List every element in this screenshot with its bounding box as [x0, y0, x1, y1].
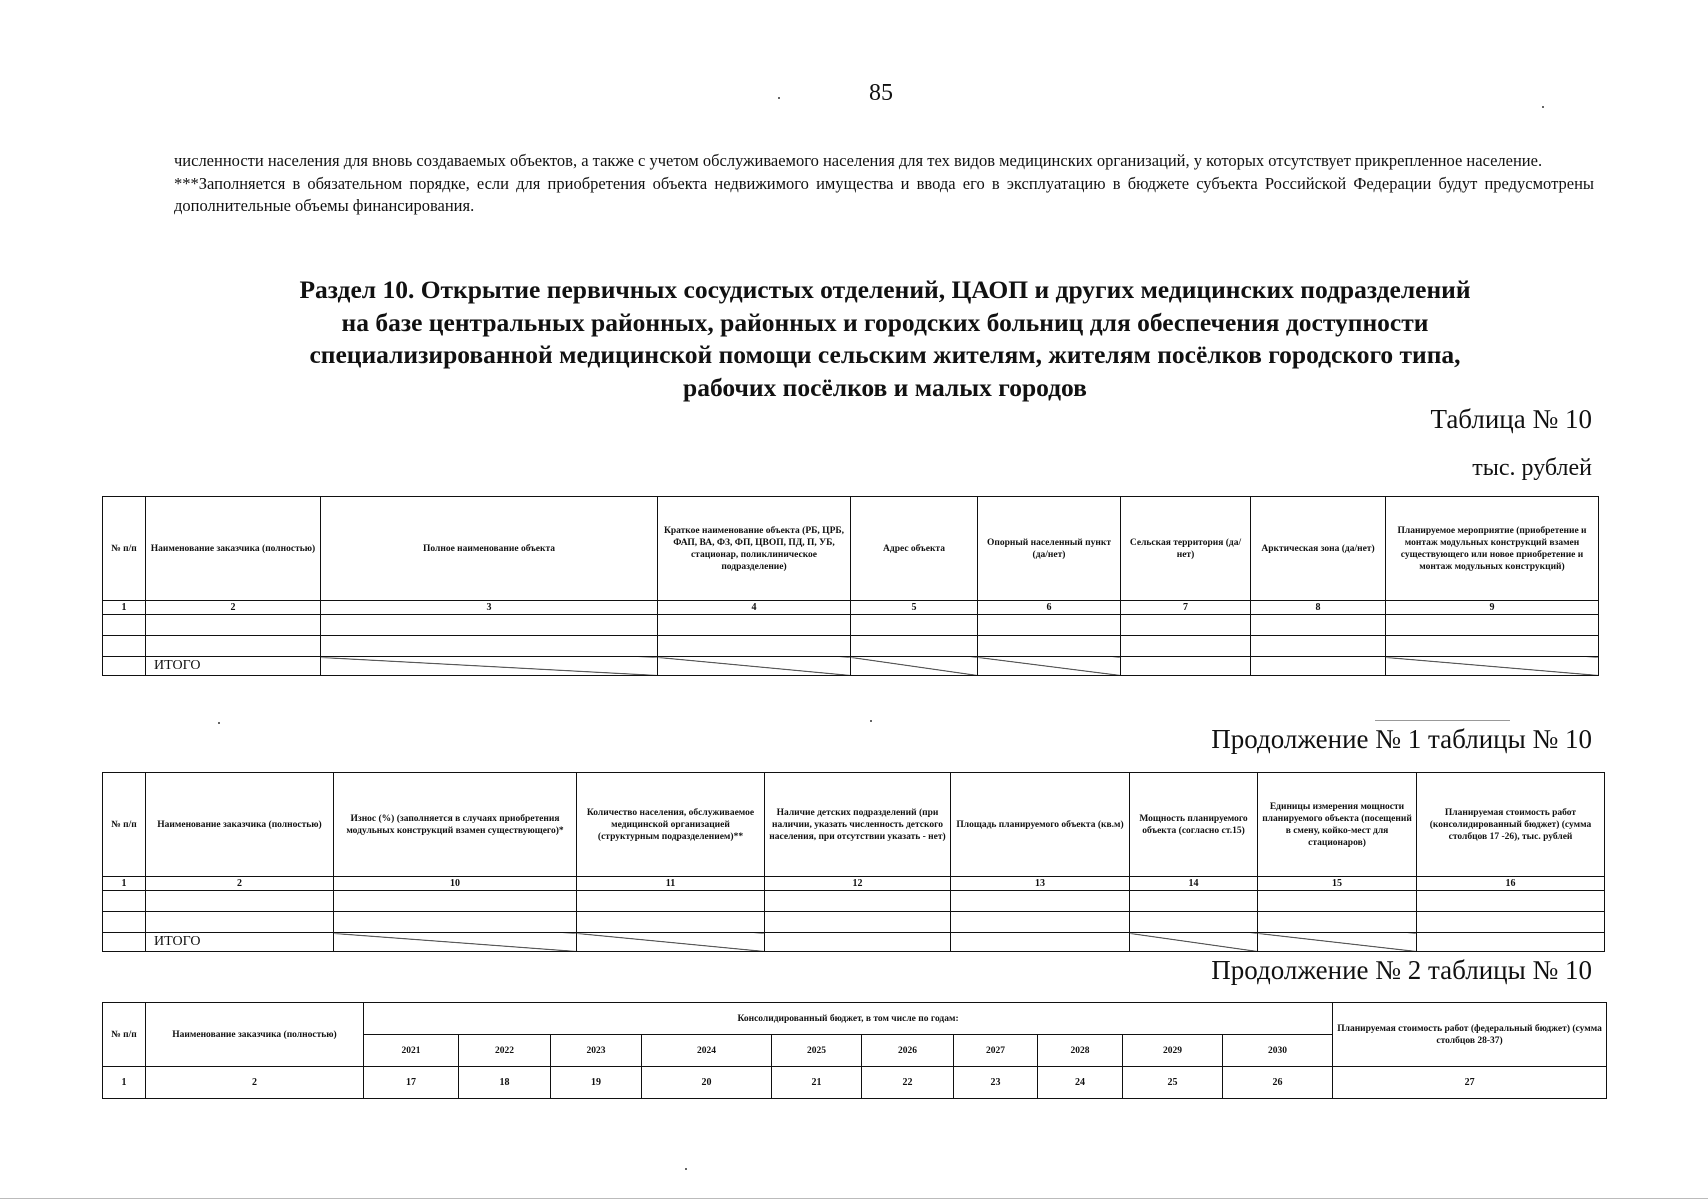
table-cell — [146, 891, 334, 912]
table-10-continuation-2 — [102, 1002, 1607, 1099]
column-number: 13 — [951, 877, 1130, 891]
table-10 — [102, 496, 1599, 676]
scan-speck — [870, 720, 872, 722]
column-header: Единицы измерения мощности планируемого объекта (посещений в смену, койко-мест для стационаров) — [1258, 773, 1417, 877]
column-number: 26 — [1223, 1067, 1333, 1099]
year-header: 2026 — [862, 1035, 954, 1067]
section-title-line: рабочих посёлков и малых городов — [683, 372, 1087, 402]
column-number: 2 — [146, 601, 321, 615]
column-header: Арктическая зона (да/нет) — [1251, 497, 1386, 601]
column-number: 19 — [551, 1067, 642, 1099]
unit-label: тыс. рублей — [1472, 455, 1592, 481]
section-title-line: Раздел 10. Открытие первичных сосудистых отделений, ЦАОП и других медицинских подразделений — [299, 275, 1471, 304]
column-number: 10 — [334, 877, 577, 891]
table-cell — [978, 615, 1121, 636]
column-header: Сельская территория (да/нет) — [1121, 497, 1251, 601]
table-row — [103, 912, 1605, 933]
column-header: Адрес объекта — [851, 497, 978, 601]
table-cell — [103, 615, 146, 636]
column-header: Количество населения, обслуживаемое медицинской организацией (структурным подразделением)** — [577, 773, 765, 877]
column-number: 6 — [978, 601, 1121, 615]
table-cell — [1251, 657, 1386, 676]
table-10-continuation-1 — [102, 772, 1605, 952]
table-cell — [146, 912, 334, 933]
column-header: Планируемая стоимость работ (консолидированный бюджет) (сумма столбцов 17 -26), тыс. рублей — [1417, 773, 1605, 877]
column-header: № п/п — [103, 773, 146, 877]
column-number: 20 — [642, 1067, 772, 1099]
table-cell — [1251, 636, 1386, 657]
table-header-row — [103, 1003, 1607, 1035]
column-number: 25 — [1123, 1067, 1223, 1099]
table-cell — [851, 636, 978, 657]
table-header-row — [103, 773, 1605, 877]
column-number: 3 — [321, 601, 658, 615]
column-number: 7 — [1121, 601, 1251, 615]
table-cell — [658, 615, 851, 636]
table-cell — [1121, 615, 1251, 636]
table-row — [103, 891, 1605, 912]
column-number: 27 — [1333, 1067, 1607, 1099]
crossed-cell — [334, 933, 577, 952]
section-title-line: на базе центральных районных, районных и городских больниц для обеспечения доступности — [341, 307, 1429, 337]
crossed-cell — [1386, 657, 1599, 676]
footnote-triple-asterisk: ***Заполняется в обязательном порядке, если для приобретения объекта недвижимого имущества и ввода его в эксплуатацию в бюджете субъекта Российской Федерации будут предусмотрены дополнительные объемы финансирования. — [174, 173, 1594, 215]
crossed-cell — [577, 933, 765, 952]
table-cell — [1251, 615, 1386, 636]
year-header: 2030 — [1223, 1035, 1333, 1067]
continuation-1-title: Продолжение № 1 таблицы № 10 — [1211, 724, 1592, 754]
table-cell — [1121, 657, 1251, 676]
column-number: 1 — [103, 601, 146, 615]
table-cell — [951, 933, 1130, 952]
section-title — [150, 274, 1620, 404]
column-number-row — [103, 601, 1599, 615]
column-header: Опорный населенный пункт (да/нет) — [978, 497, 1121, 601]
scan-speck — [1542, 106, 1544, 108]
column-group-header: Консолидированный бюджет, в том числе по годам: — [364, 1003, 1333, 1035]
footnote-continuation: численности населения для вновь создаваемых объектов, а также с учетом обслуживаемого населения для тех видов медицинских организаций, у которых отсутствует прикрепленное население. — [174, 151, 1543, 170]
table-cell — [1130, 891, 1258, 912]
continuation-2-title: Продолжение № 2 таблицы № 10 — [1211, 955, 1592, 985]
table-cell — [765, 891, 951, 912]
year-header: 2029 — [1123, 1035, 1223, 1067]
column-header: № п/п — [103, 497, 146, 601]
column-number: 2 — [146, 1067, 364, 1099]
total-row — [103, 933, 1605, 952]
crossed-cell — [1130, 933, 1258, 952]
table-cell — [321, 615, 658, 636]
year-header: 2023 — [551, 1035, 642, 1067]
table-cell — [103, 636, 146, 657]
total-label: ИТОГО — [146, 657, 321, 676]
column-number: 1 — [103, 877, 146, 891]
column-header: Планируемая стоимость работ (федеральный бюджет) (сумма столбцов 28-37) — [1333, 1003, 1607, 1067]
column-number-row — [103, 1067, 1607, 1099]
column-number: 17 — [364, 1067, 459, 1099]
column-number: 5 — [851, 601, 978, 615]
column-number: 1 — [103, 1067, 146, 1099]
column-number: 4 — [658, 601, 851, 615]
table-cell — [103, 912, 146, 933]
table-cell — [1121, 636, 1251, 657]
table-cell — [334, 912, 577, 933]
column-header: Планируемое мероприятие (приобретение и монтаж модульных конструкций взамен существующего или новое приобретение и монтаж модульных конструкций) — [1386, 497, 1599, 601]
year-header: 2021 — [364, 1035, 459, 1067]
crossed-cell — [658, 657, 851, 676]
column-number-row — [103, 877, 1605, 891]
column-number: 24 — [1038, 1067, 1123, 1099]
column-number: 12 — [765, 877, 951, 891]
table-cell — [103, 657, 146, 676]
table-cell — [765, 933, 951, 952]
table-cell — [103, 891, 146, 912]
column-number: 18 — [459, 1067, 551, 1099]
table-cell — [577, 912, 765, 933]
column-header: Наименование заказчика (полностью) — [146, 773, 334, 877]
table-cell — [1130, 912, 1258, 933]
table-header-row — [103, 497, 1599, 601]
table-cell — [321, 636, 658, 657]
table-cell — [1258, 912, 1417, 933]
column-number: 11 — [577, 877, 765, 891]
table-cell — [103, 933, 146, 952]
table-cell — [851, 615, 978, 636]
table-cell — [951, 912, 1130, 933]
table-cell — [978, 636, 1121, 657]
column-number: 15 — [1258, 877, 1417, 891]
table-cell — [146, 615, 321, 636]
crossed-cell — [321, 657, 658, 676]
scan-artifact-line — [1375, 720, 1510, 721]
column-number: 14 — [1130, 877, 1258, 891]
total-row — [103, 657, 1599, 676]
column-header: Полное наименование объекта — [321, 497, 658, 601]
table-cell — [1417, 891, 1605, 912]
column-number: 8 — [1251, 601, 1386, 615]
table-cell — [1417, 912, 1605, 933]
year-header: 2025 — [772, 1035, 862, 1067]
scan-speck — [218, 722, 220, 724]
column-header: Наличие детских подразделений (при наличии, указать численность детского населения, при отсутствии указать - нет) — [765, 773, 951, 877]
table-cell — [658, 636, 851, 657]
crossed-cell — [851, 657, 978, 676]
column-header: Наименование заказчика (полностью) — [146, 497, 321, 601]
table-number-label: Таблица № 10 — [1430, 404, 1592, 434]
column-header: Мощность планируемого объекта (согласно ст.15) — [1130, 773, 1258, 877]
table-cell — [334, 891, 577, 912]
column-number: 16 — [1417, 877, 1605, 891]
year-header: 2024 — [642, 1035, 772, 1067]
column-number: 9 — [1386, 601, 1599, 615]
scan-speck — [778, 97, 780, 99]
crossed-cell — [978, 657, 1121, 676]
scan-speck — [685, 1168, 687, 1170]
column-header: Площадь планируемого объекта (кв.м) — [951, 773, 1130, 877]
year-header: 2022 — [459, 1035, 551, 1067]
table-cell — [765, 912, 951, 933]
footnotes — [174, 150, 1594, 218]
column-header: Краткое наименование объекта (РБ, ЦРБ, ФАП, ВА, ФЗ, ФП, ЦВОП, ПД, П, УБ, стационар, поликлиническое подразделение) — [658, 497, 851, 601]
column-number: 21 — [772, 1067, 862, 1099]
total-label: ИТОГО — [146, 933, 334, 952]
page-edge-line — [0, 1198, 1708, 1199]
table-cell — [1386, 636, 1599, 657]
column-header: № п/п — [103, 1003, 146, 1067]
table-cell — [951, 891, 1130, 912]
table-cell — [1386, 615, 1599, 636]
table-cell — [1258, 891, 1417, 912]
crossed-cell — [1258, 933, 1417, 952]
section-title-line: специализированной медицинской помощи сельским жителям, жителям посёлков городского типа, — [309, 340, 1461, 369]
year-header: 2027 — [954, 1035, 1038, 1067]
column-number: 23 — [954, 1067, 1038, 1099]
column-number: 2 — [146, 877, 334, 891]
column-header: Износ (%) (заполняется в случаях приобретения модульных конструкций взамен существующего)* — [334, 773, 577, 877]
table-cell — [1417, 933, 1605, 952]
table-row — [103, 615, 1599, 636]
table-row — [103, 636, 1599, 657]
page-number: 85 — [869, 80, 893, 106]
table-cell — [146, 636, 321, 657]
table-cell — [577, 891, 765, 912]
column-number: 22 — [862, 1067, 954, 1099]
year-header: 2028 — [1038, 1035, 1123, 1067]
column-header: Наименование заказчика (полностью) — [146, 1003, 364, 1067]
